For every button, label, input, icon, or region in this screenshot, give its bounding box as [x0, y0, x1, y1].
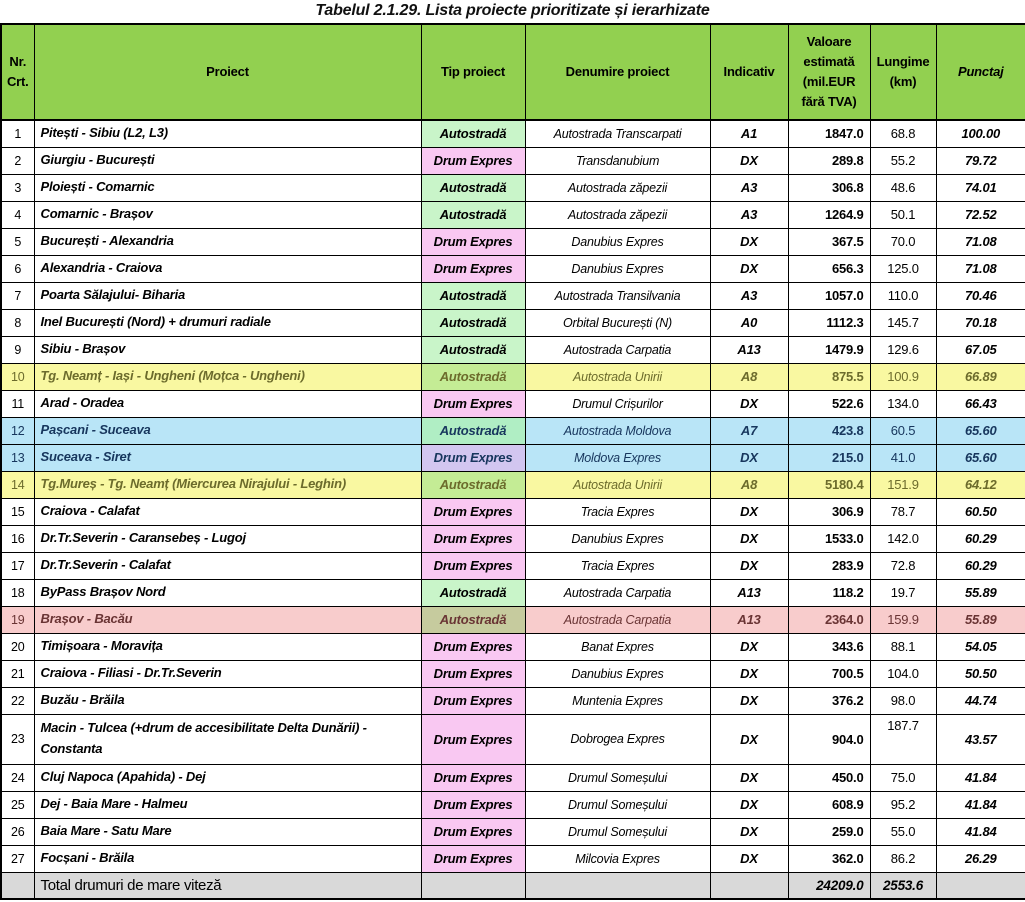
- cell-denumire: Danubius Expres: [525, 228, 710, 255]
- cell-lungime: 142.0: [870, 525, 936, 552]
- cell-indicativ: A3: [710, 282, 788, 309]
- cell-indicativ: A1: [710, 120, 788, 147]
- total-cell-punctaj: [936, 872, 1025, 899]
- cell-valoare: 656.3: [788, 255, 870, 282]
- cell-punctaj: 74.01: [936, 174, 1025, 201]
- cell-punctaj: 66.89: [936, 363, 1025, 390]
- cell-lungime: 88.1: [870, 633, 936, 660]
- cell-tip: Autostradă: [421, 336, 525, 363]
- cell-tip: Drum Expres: [421, 552, 525, 579]
- cell-denumire: Autostrada Carpatia: [525, 579, 710, 606]
- cell-denumire: Autostrada Unirii: [525, 471, 710, 498]
- cell-proiect: Focșani - Brăila: [34, 845, 421, 872]
- cell-indicativ: DX: [710, 525, 788, 552]
- table-row: [1, 633, 1025, 660]
- cell-nr: 6: [1, 255, 34, 282]
- cell-punctaj: 79.72: [936, 147, 1025, 174]
- projects-table: [0, 23, 1025, 900]
- cell-valoare: 306.8: [788, 174, 870, 201]
- cell-denumire: Danubius Expres: [525, 660, 710, 687]
- table-row: [1, 687, 1025, 714]
- cell-denumire: Milcovia Expres: [525, 845, 710, 872]
- cell-valoare: 700.5: [788, 660, 870, 687]
- cell-proiect: Comarnic - Brașov: [34, 201, 421, 228]
- total-cell-indicativ: [710, 872, 788, 899]
- cell-proiect: ByPass Brașov Nord: [34, 579, 421, 606]
- cell-valoare: 904.0: [788, 714, 870, 764]
- cell-lungime: 55.0: [870, 818, 936, 845]
- cell-proiect: Buzău - Brăila: [34, 687, 421, 714]
- table-row: [1, 791, 1025, 818]
- cell-denumire: Orbital București (N): [525, 309, 710, 336]
- cell-denumire: Moldova Expres: [525, 444, 710, 471]
- cell-nr: 14: [1, 471, 34, 498]
- cell-denumire: Dobrogea Expres: [525, 714, 710, 764]
- cell-nr: 20: [1, 633, 34, 660]
- cell-valoare: 1479.9: [788, 336, 870, 363]
- cell-punctaj: 26.29: [936, 845, 1025, 872]
- cell-indicativ: DX: [710, 255, 788, 282]
- total-cell-denumire: [525, 872, 710, 899]
- cell-lungime: 41.0: [870, 444, 936, 471]
- cell-tip: Autostradă: [421, 201, 525, 228]
- cell-tip: Drum Expres: [421, 525, 525, 552]
- cell-denumire: Drumul Someșului: [525, 764, 710, 791]
- header-row: [1, 24, 1025, 120]
- cell-indicativ: DX: [710, 791, 788, 818]
- cell-tip: Drum Expres: [421, 498, 525, 525]
- cell-lungime: 50.1: [870, 201, 936, 228]
- cell-proiect: Craiova - Calafat: [34, 498, 421, 525]
- cell-lungime: 134.0: [870, 390, 936, 417]
- cell-proiect: Sibiu - Brașov: [34, 336, 421, 363]
- cell-tip: Autostradă: [421, 282, 525, 309]
- cell-valoare: 608.9: [788, 791, 870, 818]
- cell-lungime: 98.0: [870, 687, 936, 714]
- column-header-lungime: Lungime (km): [870, 24, 936, 120]
- cell-punctaj: 71.08: [936, 228, 1025, 255]
- cell-indicativ: DX: [710, 764, 788, 791]
- cell-punctaj: 66.43: [936, 390, 1025, 417]
- cell-nr: 17: [1, 552, 34, 579]
- cell-punctaj: 41.84: [936, 791, 1025, 818]
- table-row: [1, 147, 1025, 174]
- cell-tip: Drum Expres: [421, 764, 525, 791]
- cell-nr: 13: [1, 444, 34, 471]
- cell-tip: Autostradă: [421, 309, 525, 336]
- total-lungime-value: 2553.6: [870, 872, 936, 899]
- cell-lungime: 72.8: [870, 552, 936, 579]
- cell-punctaj: 71.08: [936, 255, 1025, 282]
- cell-lungime: 125.0: [870, 255, 936, 282]
- cell-proiect: Dr.Tr.Severin - Caransebeș - Lugoj: [34, 525, 421, 552]
- cell-valoare: 1112.3: [788, 309, 870, 336]
- cell-tip: Drum Expres: [421, 791, 525, 818]
- cell-valoare: 5180.4: [788, 471, 870, 498]
- cell-indicativ: A8: [710, 363, 788, 390]
- table-row: [1, 282, 1025, 309]
- cell-nr: 15: [1, 498, 34, 525]
- cell-valoare: 376.2: [788, 687, 870, 714]
- cell-valoare: 362.0: [788, 845, 870, 872]
- cell-indicativ: DX: [710, 687, 788, 714]
- cell-tip: Autostradă: [421, 120, 525, 147]
- cell-nr: 4: [1, 201, 34, 228]
- table-row: [1, 525, 1025, 552]
- table-row: [1, 228, 1025, 255]
- column-header-proiect: Proiect: [34, 24, 421, 120]
- cell-nr: 3: [1, 174, 34, 201]
- cell-nr: 5: [1, 228, 34, 255]
- column-header-nr: Nr. Crt.: [1, 24, 34, 120]
- cell-denumire: Drumul Someșului: [525, 818, 710, 845]
- total-label: Total drumuri de mare viteză: [34, 872, 421, 899]
- cell-punctaj: 54.05: [936, 633, 1025, 660]
- cell-tip: Drum Expres: [421, 818, 525, 845]
- cell-denumire: Danubius Expres: [525, 525, 710, 552]
- cell-punctaj: 60.29: [936, 525, 1025, 552]
- cell-denumire: Autostrada Transilvania: [525, 282, 710, 309]
- cell-tip: Autostradă: [421, 606, 525, 633]
- cell-tip: Drum Expres: [421, 444, 525, 471]
- cell-valoare: 306.9: [788, 498, 870, 525]
- cell-nr: 26: [1, 818, 34, 845]
- table-row: [1, 390, 1025, 417]
- cell-tip: Drum Expres: [421, 633, 525, 660]
- cell-nr: 11: [1, 390, 34, 417]
- cell-punctaj: 70.46: [936, 282, 1025, 309]
- cell-nr: 21: [1, 660, 34, 687]
- cell-denumire: Muntenia Expres: [525, 687, 710, 714]
- cell-indicativ: DX: [710, 633, 788, 660]
- cell-proiect: Craiova - Filiasi - Dr.Tr.Severin: [34, 660, 421, 687]
- cell-lungime: 159.9: [870, 606, 936, 633]
- cell-lungime: 110.0: [870, 282, 936, 309]
- cell-denumire: Autostrada Carpatia: [525, 336, 710, 363]
- cell-tip: Drum Expres: [421, 228, 525, 255]
- cell-proiect: Dej - Baia Mare - Halmeu: [34, 791, 421, 818]
- cell-valoare: 423.8: [788, 417, 870, 444]
- cell-denumire: Transdanubium: [525, 147, 710, 174]
- table-row: [1, 255, 1025, 282]
- cell-indicativ: A3: [710, 174, 788, 201]
- cell-punctaj: 41.84: [936, 818, 1025, 845]
- cell-proiect: Alexandria - Craiova: [34, 255, 421, 282]
- cell-proiect: Timișoara - Moravița: [34, 633, 421, 660]
- cell-punctaj: 64.12: [936, 471, 1025, 498]
- cell-proiect: Tg. Neamț - Iași - Ungheni (Moțca - Ungheni): [34, 363, 421, 390]
- cell-punctaj: 100.00: [936, 120, 1025, 147]
- column-header-indicativ: Indicativ: [710, 24, 788, 120]
- cell-punctaj: 67.05: [936, 336, 1025, 363]
- cell-nr: 18: [1, 579, 34, 606]
- cell-proiect: Dr.Tr.Severin - Calafat: [34, 552, 421, 579]
- cell-indicativ: A0: [710, 309, 788, 336]
- cell-indicativ: A13: [710, 606, 788, 633]
- cell-denumire: Tracia Expres: [525, 498, 710, 525]
- cell-nr: 1: [1, 120, 34, 147]
- table-row: [1, 417, 1025, 444]
- cell-tip: Drum Expres: [421, 660, 525, 687]
- cell-indicativ: DX: [710, 845, 788, 872]
- cell-denumire: Drumul Crișurilor: [525, 390, 710, 417]
- cell-lungime: 48.6: [870, 174, 936, 201]
- cell-denumire: Banat Expres: [525, 633, 710, 660]
- cell-nr: 25: [1, 791, 34, 818]
- cell-denumire: Tracia Expres: [525, 552, 710, 579]
- cell-nr: 9: [1, 336, 34, 363]
- cell-proiect: București - Alexandria: [34, 228, 421, 255]
- table-row: [1, 120, 1025, 147]
- cell-tip: Drum Expres: [421, 147, 525, 174]
- cell-lungime: 55.2: [870, 147, 936, 174]
- table-row: [1, 336, 1025, 363]
- cell-indicativ: DX: [710, 714, 788, 764]
- cell-tip: Autostradă: [421, 417, 525, 444]
- cell-indicativ: A8: [710, 471, 788, 498]
- cell-nr: 10: [1, 363, 34, 390]
- cell-nr: 8: [1, 309, 34, 336]
- cell-punctaj: 65.60: [936, 417, 1025, 444]
- total-row: [1, 872, 1025, 899]
- cell-proiect: Brașov - Bacău: [34, 606, 421, 633]
- cell-tip: Autostradă: [421, 363, 525, 390]
- total-valoare-value: 24209.0: [788, 872, 870, 899]
- cell-denumire: Danubius Expres: [525, 255, 710, 282]
- cell-punctaj: 50.50: [936, 660, 1025, 687]
- cell-valoare: 1264.9: [788, 201, 870, 228]
- cell-proiect: Cluj Napoca (Apahida) - Dej: [34, 764, 421, 791]
- cell-denumire: Autostrada zăpezii: [525, 201, 710, 228]
- cell-nr: 7: [1, 282, 34, 309]
- cell-lungime: 104.0: [870, 660, 936, 687]
- cell-valoare: 875.5: [788, 363, 870, 390]
- cell-denumire: Autostrada Carpatia: [525, 606, 710, 633]
- cell-punctaj: 41.84: [936, 764, 1025, 791]
- cell-lungime: 129.6: [870, 336, 936, 363]
- cell-denumire: Autostrada Moldova: [525, 417, 710, 444]
- cell-nr: 2: [1, 147, 34, 174]
- cell-indicativ: DX: [710, 147, 788, 174]
- cell-lungime: 100.9: [870, 363, 936, 390]
- cell-proiect: Inel București (Nord) + drumuri radiale: [34, 309, 421, 336]
- cell-tip: Drum Expres: [421, 845, 525, 872]
- table-row: [1, 309, 1025, 336]
- cell-nr: 27: [1, 845, 34, 872]
- cell-lungime: 60.5: [870, 417, 936, 444]
- cell-punctaj: 70.18: [936, 309, 1025, 336]
- total-cell-tip: [421, 872, 525, 899]
- cell-indicativ: A3: [710, 201, 788, 228]
- cell-proiect: Poarta Sălajului- Biharia: [34, 282, 421, 309]
- cell-valoare: 367.5: [788, 228, 870, 255]
- cell-indicativ: DX: [710, 390, 788, 417]
- cell-valoare: 450.0: [788, 764, 870, 791]
- cell-nr: 16: [1, 525, 34, 552]
- cell-proiect: Macin - Tulcea (+drum de accesibilitate Delta Dunării) - Constanta: [34, 714, 421, 764]
- cell-lungime: 145.7: [870, 309, 936, 336]
- cell-lungime: 68.8: [870, 120, 936, 147]
- cell-valoare: 522.6: [788, 390, 870, 417]
- table-row: [1, 201, 1025, 228]
- cell-valoare: 343.6: [788, 633, 870, 660]
- cell-tip: Drum Expres: [421, 714, 525, 764]
- cell-indicativ: DX: [710, 444, 788, 471]
- table-row: [1, 552, 1025, 579]
- table-row: [1, 174, 1025, 201]
- cell-punctaj: 72.52: [936, 201, 1025, 228]
- cell-valoare: 215.0: [788, 444, 870, 471]
- cell-lungime: 151.9: [870, 471, 936, 498]
- cell-denumire: Autostrada Transcarpati: [525, 120, 710, 147]
- cell-nr: 19: [1, 606, 34, 633]
- cell-proiect: Tg.Mureș - Tg. Neamț (Miercurea Nirajului - Leghin): [34, 471, 421, 498]
- cell-valoare: 1533.0: [788, 525, 870, 552]
- table-row: [1, 606, 1025, 633]
- cell-denumire: Autostrada zăpezii: [525, 174, 710, 201]
- cell-valoare: 1847.0: [788, 120, 870, 147]
- cell-valoare: 289.8: [788, 147, 870, 174]
- column-header-valoare: Valoare estimată (mil.EUR fără TVA): [788, 24, 870, 120]
- cell-punctaj: 55.89: [936, 579, 1025, 606]
- table-row: [1, 363, 1025, 390]
- cell-proiect: Giurgiu - București: [34, 147, 421, 174]
- cell-proiect: Arad - Oradea: [34, 390, 421, 417]
- table-row: [1, 444, 1025, 471]
- table-row: [1, 579, 1025, 606]
- cell-punctaj: 44.74: [936, 687, 1025, 714]
- cell-valoare: 283.9: [788, 552, 870, 579]
- cell-indicativ: DX: [710, 552, 788, 579]
- cell-punctaj: 43.57: [936, 714, 1025, 764]
- cell-denumire: Drumul Someșului: [525, 791, 710, 818]
- cell-lungime: 75.0: [870, 764, 936, 791]
- cell-indicativ: DX: [710, 818, 788, 845]
- table-row: [1, 660, 1025, 687]
- cell-indicativ: A13: [710, 336, 788, 363]
- table-row: [1, 764, 1025, 791]
- cell-tip: Drum Expres: [421, 390, 525, 417]
- cell-proiect: Pitești - Sibiu (L2, L3): [34, 120, 421, 147]
- cell-nr: 23: [1, 714, 34, 764]
- cell-punctaj: 65.60: [936, 444, 1025, 471]
- cell-denumire: Autostrada Unirii: [525, 363, 710, 390]
- cell-punctaj: 60.50: [936, 498, 1025, 525]
- table-row: [1, 471, 1025, 498]
- cell-proiect: Suceava - Siret: [34, 444, 421, 471]
- column-header-punctaj: Punctaj: [936, 24, 1025, 120]
- cell-valoare: 118.2: [788, 579, 870, 606]
- table-row: [1, 714, 1025, 764]
- cell-punctaj: 60.29: [936, 552, 1025, 579]
- cell-lungime: 95.2: [870, 791, 936, 818]
- cell-valoare: 2364.0: [788, 606, 870, 633]
- cell-valoare: 259.0: [788, 818, 870, 845]
- cell-lungime: 187.7: [870, 714, 936, 764]
- cell-tip: Drum Expres: [421, 687, 525, 714]
- cell-indicativ: A7: [710, 417, 788, 444]
- cell-proiect: Baia Mare - Satu Mare: [34, 818, 421, 845]
- cell-tip: Autostradă: [421, 579, 525, 606]
- cell-lungime: 86.2: [870, 845, 936, 872]
- cell-tip: Autostradă: [421, 174, 525, 201]
- cell-nr: 24: [1, 764, 34, 791]
- column-header-denumire: Denumire proiect: [525, 24, 710, 120]
- cell-proiect: Ploiești - Comarnic: [34, 174, 421, 201]
- column-header-tip: Tip proiect: [421, 24, 525, 120]
- cell-nr: 12: [1, 417, 34, 444]
- cell-valoare: 1057.0: [788, 282, 870, 309]
- cell-indicativ: DX: [710, 498, 788, 525]
- table-row: [1, 498, 1025, 525]
- cell-indicativ: DX: [710, 660, 788, 687]
- cell-proiect: Pașcani - Suceava: [34, 417, 421, 444]
- total-cell-nr: [1, 872, 34, 899]
- cell-tip: Autostradă: [421, 471, 525, 498]
- table-body: [1, 120, 1025, 872]
- table-row: [1, 845, 1025, 872]
- table-row: [1, 818, 1025, 845]
- cell-lungime: 19.7: [870, 579, 936, 606]
- cell-indicativ: A13: [710, 579, 788, 606]
- cell-lungime: 78.7: [870, 498, 936, 525]
- cell-tip: Drum Expres: [421, 255, 525, 282]
- table-footer: [1, 872, 1025, 899]
- cell-nr: 22: [1, 687, 34, 714]
- table-header: [1, 24, 1025, 120]
- cell-lungime: 70.0: [870, 228, 936, 255]
- cell-indicativ: DX: [710, 228, 788, 255]
- table-title: Tabelul 2.1.29. Lista proiecte prioritizate și ierarhizate: [315, 2, 710, 19]
- cell-punctaj: 55.89: [936, 606, 1025, 633]
